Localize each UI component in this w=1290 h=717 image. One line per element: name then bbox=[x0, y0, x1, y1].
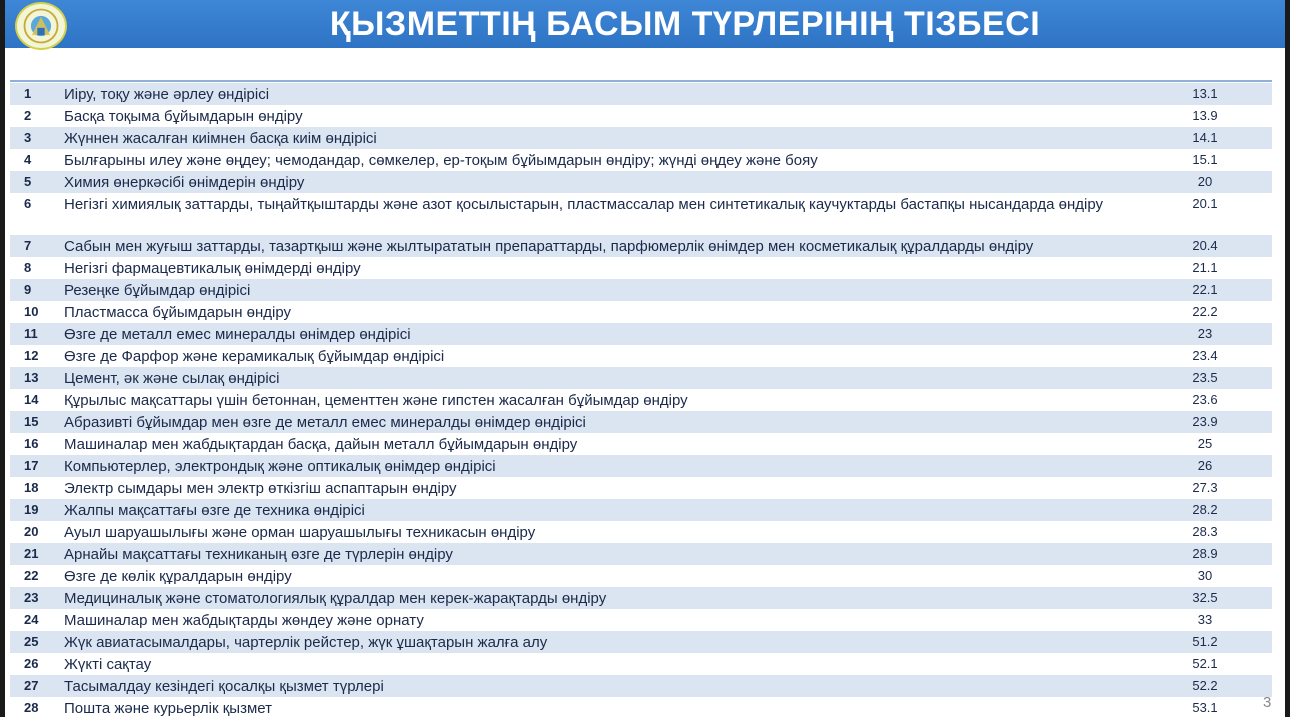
row-number: 5 bbox=[24, 174, 32, 189]
activity-code: 22.1 bbox=[1192, 282, 1218, 297]
row-number: 2 bbox=[24, 108, 32, 123]
activity-name: Құрылыс мақсаттары үшін бетоннан, цементтен және гипстен жасалған бұйымдар өндіру bbox=[64, 392, 688, 409]
row-number: 20 bbox=[24, 524, 39, 539]
activity-name: Былғарыны илеу және өңдеу; чемодандар, сөмкелер, ер-тоқым бұйымдарын өндіру; жүнді өңдеу және бояу bbox=[64, 152, 818, 169]
table-row bbox=[10, 235, 1272, 257]
activity-code: 25 bbox=[1197, 436, 1213, 451]
activity-name: Машиналар мен жабдықтардан басқа, дайын металл бұйымдарын өндіру bbox=[64, 436, 578, 453]
table-row bbox=[10, 149, 1272, 171]
row-number: 25 bbox=[24, 634, 39, 649]
activity-code: 14.1 bbox=[1192, 130, 1218, 145]
row-number: 4 bbox=[24, 152, 32, 167]
activity-name: Иіру, тоқу және әрлеу өндірісі bbox=[64, 86, 270, 103]
activity-code: 28.9 bbox=[1192, 546, 1218, 561]
activity-code: 13.1 bbox=[1192, 86, 1218, 101]
activity-code: 20.1 bbox=[1192, 196, 1218, 211]
row-number: 11 bbox=[24, 326, 38, 341]
row-number: 23 bbox=[24, 590, 39, 605]
table-row bbox=[10, 323, 1272, 345]
emblem-icon bbox=[17, 4, 65, 48]
activity-name: Жүннен жасалған киімнен басқа киім өндірісі bbox=[64, 130, 377, 147]
activity-code: 23.9 bbox=[1192, 414, 1218, 429]
row-number: 18 bbox=[24, 480, 39, 495]
activity-code: 26 bbox=[1197, 458, 1213, 473]
row-number: 19 bbox=[24, 502, 39, 517]
header-bar bbox=[5, 0, 1285, 48]
activity-name: Өзге де көлік құралдарын өндіру bbox=[64, 568, 292, 585]
table-row bbox=[10, 411, 1272, 433]
activity-name: Резеңке бұйымдар өндірісі bbox=[64, 282, 251, 299]
activity-name: Тасымалдау кезіндегі қосалқы қызмет түрлері bbox=[64, 678, 384, 695]
row-number: 1 bbox=[24, 86, 32, 101]
activity-code: 27.3 bbox=[1192, 480, 1218, 495]
row-number: 15 bbox=[24, 414, 39, 429]
table-row bbox=[10, 345, 1272, 367]
activity-name: Негізгі фармацевтикалық өнімдерді өндіру bbox=[64, 260, 361, 277]
priority-activities-table bbox=[10, 83, 1272, 717]
row-number: 3 bbox=[24, 130, 32, 145]
table-row bbox=[10, 279, 1272, 301]
activity-name: Жүкті сақтау bbox=[64, 656, 152, 673]
table-row bbox=[10, 301, 1272, 323]
row-number: 17 bbox=[24, 458, 39, 473]
activity-code: 23 bbox=[1197, 326, 1213, 341]
row-number: 13 bbox=[24, 370, 39, 385]
activity-code: 20.4 bbox=[1192, 238, 1218, 253]
activity-name: Медициналық және стоматологиялық құралдар мен керек-жарақтарды өндіру bbox=[64, 590, 607, 607]
activity-name: Машиналар мен жабдықтарды жөндеу және орнату bbox=[64, 612, 424, 629]
table-row bbox=[10, 477, 1272, 499]
page-number: 3 bbox=[1263, 694, 1272, 711]
activity-name: Өзге де металл емес минералды өнімдер өндірісі bbox=[64, 326, 411, 343]
row-number: 27 bbox=[24, 678, 39, 693]
activity-name: Жүк авиатасымалдары, чартерлік рейстер, жүк ұшақтарын жалға алу bbox=[64, 634, 548, 651]
table-row bbox=[10, 257, 1272, 279]
row-number: 26 bbox=[24, 656, 39, 671]
activity-code: 22.2 bbox=[1192, 304, 1218, 319]
activity-name: Пошта және курьерлік қызмет bbox=[64, 700, 272, 717]
activity-name: Өзге де Фарфор және керамикалық бұйымдар өндірісі bbox=[64, 348, 445, 365]
row-number: 6 bbox=[24, 196, 32, 211]
activity-name: Негізгі химиялық заттарды, тыңайтқыштарды және азот қосылыстарын, пластмассалар мен синтетикалық каучуктарды бастапқы нысандарда өндіру bbox=[64, 196, 1104, 213]
table-row bbox=[10, 609, 1272, 631]
table-row bbox=[10, 105, 1272, 127]
activity-code: 28.2 bbox=[1192, 502, 1218, 517]
activity-code: 20 bbox=[1197, 174, 1213, 189]
table-row bbox=[10, 367, 1272, 389]
activity-name: Цемент, әк және сылақ өндірісі bbox=[64, 370, 280, 387]
table-row bbox=[10, 171, 1272, 193]
table-row bbox=[10, 127, 1272, 149]
activity-code: 32.5 bbox=[1192, 590, 1218, 605]
activity-name: Арнайы мақсаттағы техниканың өзге де түрлерін өндіру bbox=[64, 546, 453, 563]
activity-code: 33 bbox=[1197, 612, 1213, 627]
table-row bbox=[10, 455, 1272, 477]
row-number: 14 bbox=[24, 392, 39, 407]
row-number: 28 bbox=[24, 700, 39, 715]
table-row bbox=[10, 697, 1272, 717]
row-number: 24 bbox=[24, 612, 39, 627]
activity-name: Ауыл шаруашылығы және орман шаруашылығы техникасын өндіру bbox=[64, 524, 536, 541]
activity-code: 13.9 bbox=[1192, 108, 1218, 123]
table-row bbox=[10, 433, 1272, 455]
table-row bbox=[10, 565, 1272, 587]
activity-name: Химия өнеркәсібі өнімдерін өндіру bbox=[64, 174, 305, 191]
activity-code: 53.1 bbox=[1192, 700, 1218, 715]
activity-name: Компьютерлер, электрондық және оптикалық өнімдер өндірісі bbox=[64, 458, 496, 475]
activity-code: 28.3 bbox=[1192, 524, 1218, 539]
activity-code: 15.1 bbox=[1192, 152, 1218, 167]
table-row bbox=[10, 653, 1272, 675]
table-row bbox=[10, 543, 1272, 565]
activity-code: 23.4 bbox=[1192, 348, 1218, 363]
row-number: 22 bbox=[24, 568, 39, 583]
table-row bbox=[10, 631, 1272, 653]
activity-code: 23.6 bbox=[1192, 392, 1218, 407]
header-divider bbox=[10, 80, 1272, 82]
row-number: 10 bbox=[24, 304, 39, 319]
table-row bbox=[10, 675, 1272, 697]
row-number: 21 bbox=[24, 546, 39, 561]
row-number: 12 bbox=[24, 348, 39, 363]
table-row bbox=[10, 587, 1272, 609]
table-row bbox=[10, 389, 1272, 411]
activity-name: Электр сымдары мен электр өткізгіш аспаптарын өндіру bbox=[64, 480, 457, 497]
row-number: 8 bbox=[24, 260, 32, 275]
activity-code: 52.1 bbox=[1192, 656, 1218, 671]
row-number: 16 bbox=[24, 436, 39, 451]
table-row bbox=[10, 499, 1272, 521]
activity-name: Пластмасса бұйымдарын өндіру bbox=[64, 304, 292, 321]
activity-code: 30 bbox=[1197, 568, 1213, 583]
activity-name: Басқа тоқыма бұйымдарын өндіру bbox=[64, 108, 303, 125]
activity-name: Абразивті бұйымдар мен өзге де металл емес минералды өнімдер өндірісі bbox=[64, 414, 586, 431]
page-title: ҚЫЗМЕТТІҢ БАСЫМ ТҮРЛЕРІНІҢ ТІЗБЕСІ bbox=[329, 5, 1041, 43]
row-number: 7 bbox=[24, 238, 32, 253]
slide bbox=[5, 0, 1285, 717]
row-number: 9 bbox=[24, 282, 32, 297]
activity-code: 51.2 bbox=[1192, 634, 1218, 649]
table-row bbox=[10, 83, 1272, 105]
activity-name: Жалпы мақсаттағы өзге де техника өндірісі bbox=[64, 502, 365, 519]
emblem-logo bbox=[15, 2, 67, 50]
table-row bbox=[10, 521, 1272, 543]
activity-code: 23.5 bbox=[1192, 370, 1218, 385]
activity-code: 21.1 bbox=[1192, 260, 1218, 275]
activity-name: Сабын мен жуғыш заттарды, тазартқыш және жылтырататын препараттарды, парфюмерлік өнімдер мен косметикалық құралдарды өндіру bbox=[64, 238, 1034, 255]
activity-code: 52.2 bbox=[1192, 678, 1218, 693]
table-row bbox=[10, 193, 1272, 235]
